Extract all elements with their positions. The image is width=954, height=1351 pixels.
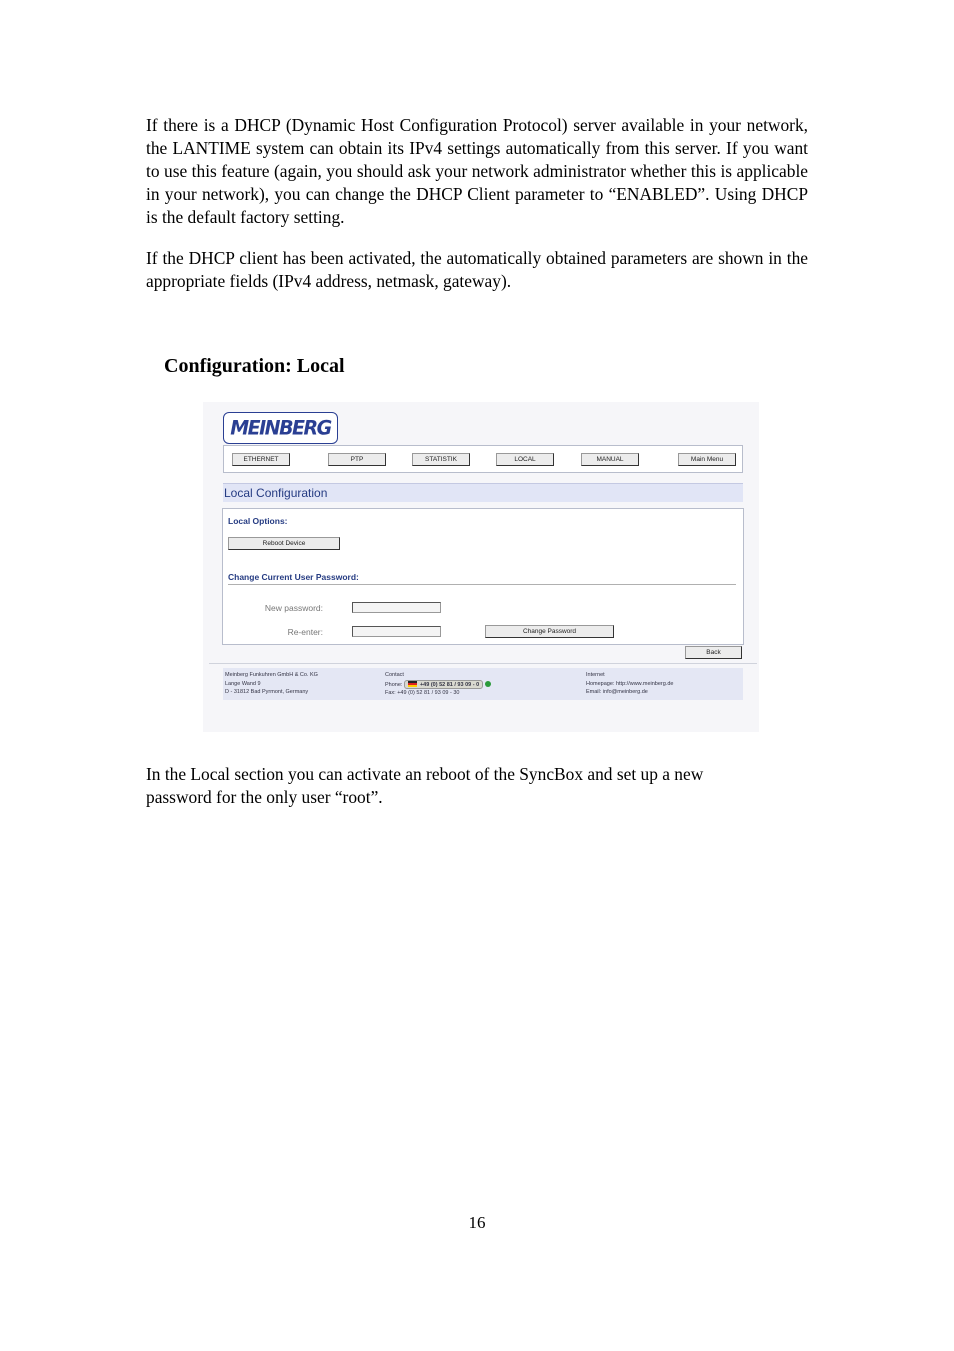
local-configuration-screenshot xyxy=(203,402,759,732)
reenter-password-input[interactable] xyxy=(352,626,441,637)
email-link[interactable]: Email: info@meinberg.de xyxy=(586,689,648,695)
section-heading: Configuration: Local xyxy=(164,355,345,377)
paragraph-local-section: In the Local section you can activate an reboot of the SyncBox and set up a new password for the only user “root”. xyxy=(146,764,704,807)
meinberg-logo: MEINBERG xyxy=(223,412,338,444)
footer xyxy=(223,668,743,700)
nav-ethernet-button[interactable]: ETHERNET xyxy=(232,453,290,466)
nav-manual-button[interactable]: MANUAL xyxy=(581,453,639,466)
footer-divider xyxy=(209,663,757,664)
nav-statistik-button[interactable]: STATISTIK xyxy=(412,453,470,466)
local-configuration-title: Local Configuration xyxy=(223,483,743,502)
reboot-device-button[interactable]: Reboot Device xyxy=(228,537,340,550)
change-password-label: Change Current User Password: xyxy=(228,572,359,582)
new-password-input[interactable] xyxy=(352,602,441,613)
local-options-label: Local Options: xyxy=(228,516,288,526)
footer-company: Meinberg Funkuhren GmbH & Co. KG Lange Wand 9 D - 31812 Bad Pyrmont, Germany xyxy=(225,672,318,695)
phone-number-badge: +49 (0) 52 81 / 93 09 - 0 xyxy=(404,680,483,689)
nav-ptp-button[interactable]: PTP xyxy=(328,453,386,466)
navigation-bar xyxy=(223,445,743,473)
nav-local-button[interactable]: LOCAL xyxy=(496,453,554,466)
paragraph-dhcp-activated: If the DHCP client has been activated, the automatically obtained parameters are shown in the appropriate fields (IPv4 address, netmask, gateway). xyxy=(146,248,808,291)
footer-internet: Internet Homepage: http://www.meinberg.de Email: info@meinberg.de xyxy=(586,672,674,695)
divider xyxy=(228,584,736,585)
local-options-panel xyxy=(222,508,744,645)
footer-contact: Contact Phone: +49 (0) 52 81 / 93 09 - 0 Fax: +49 (0) 52 81 / 93 09 - 30 xyxy=(385,671,491,698)
paragraph-dhcp-intro: If there is a DHCP (Dynamic Host Configuration Protocol) server available in your network, the LANTIME system can obtain its IPv4 settings automatically from this server. If you want to use this feature (again, you should ask your network administrator whether this is applicable in your network), you can change the DHCP Client parameter to “ENABLED”. Using DHCP is the default factory setting. xyxy=(146,115,808,227)
new-password-label: New password: xyxy=(264,603,323,613)
german-flag-icon xyxy=(408,681,417,687)
nav-main-menu-button[interactable]: Main Menu xyxy=(678,453,736,466)
back-button[interactable]: Back xyxy=(685,646,742,659)
page-number: 16 xyxy=(468,1213,486,1232)
change-password-button[interactable]: Change Password xyxy=(485,625,614,638)
homepage-link[interactable]: Homepage: http://www.meinberg.de xyxy=(586,680,674,687)
reenter-label: Re-enter: xyxy=(287,627,323,637)
phone-icon xyxy=(485,681,491,687)
